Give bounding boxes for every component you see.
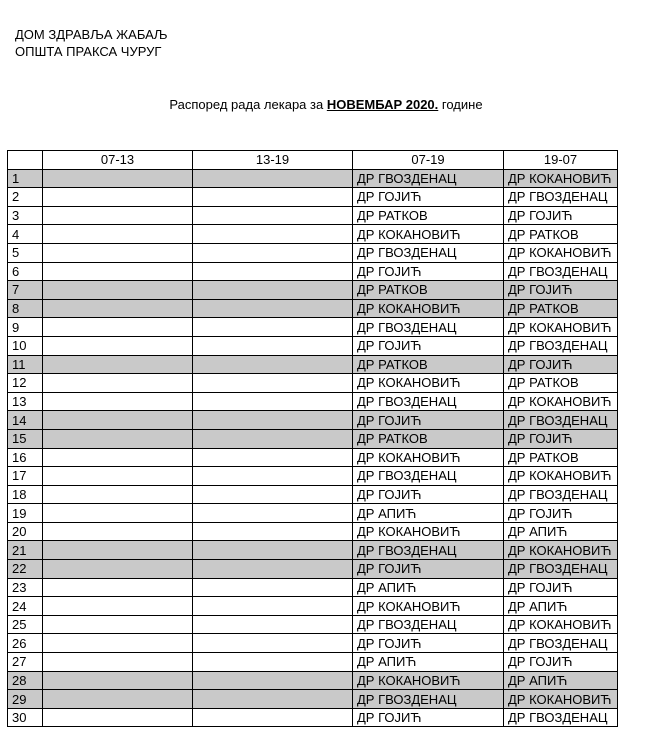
cell-07-19: ДР ГОЈИЋ	[353, 634, 504, 653]
cell-07-19: ДР ГВОЗДЕНАЦ	[353, 615, 504, 634]
table-row	[8, 225, 618, 244]
cell-07-13	[43, 225, 193, 244]
table-row	[8, 708, 618, 727]
cell-07-19: ДР КОКАНОВИЋ	[353, 597, 504, 616]
cell-13-19	[193, 392, 353, 411]
cell-19-07: ДР АПИЋ	[504, 522, 618, 541]
cell-07-13	[43, 634, 193, 653]
cell-07-13	[43, 262, 193, 281]
cell-07-13	[43, 355, 193, 374]
cell-19-07: ДР КОКАНОВИЋ	[504, 392, 618, 411]
schedule-table	[7, 150, 618, 727]
cell-07-19: ДР КОКАНОВИЋ	[353, 225, 504, 244]
cell-19-07: ДР КОКАНОВИЋ	[504, 541, 618, 560]
cell-19-07: ДР ГОЈИЋ	[504, 206, 618, 225]
cell-07-13	[43, 522, 193, 541]
table-row	[8, 541, 618, 560]
header-13-19: 13-19	[193, 151, 353, 170]
cell-13-19	[193, 411, 353, 430]
title-prefix: Распоред рада лекара за	[169, 97, 324, 112]
cell-19-07: ДР РАТКОВ	[504, 299, 618, 318]
cell-13-19	[193, 206, 353, 225]
title-month: НОВЕМБАР 2020.	[326, 97, 439, 112]
cell-07-13	[43, 653, 193, 672]
cell-19-07: ДР ГОЈИЋ	[504, 355, 618, 374]
day-cell: 27	[8, 653, 43, 672]
cell-07-13	[43, 429, 193, 448]
day-cell: 1	[8, 169, 43, 188]
day-cell: 19	[8, 504, 43, 523]
table-row	[8, 690, 618, 709]
cell-13-19	[193, 485, 353, 504]
cell-07-19: ДР АПИЋ	[353, 653, 504, 672]
cell-07-13	[43, 485, 193, 504]
cell-07-19: ДР ГВОЗДЕНАЦ	[353, 690, 504, 709]
cell-19-07: ДР ГВОЗДЕНАЦ	[504, 560, 618, 579]
table-row	[8, 560, 618, 579]
cell-19-07: ДР АПИЋ	[504, 597, 618, 616]
cell-13-19	[193, 336, 353, 355]
cell-07-13	[43, 411, 193, 430]
cell-07-13	[43, 336, 193, 355]
table-row	[8, 653, 618, 672]
cell-13-19	[193, 653, 353, 672]
table-row	[8, 262, 618, 281]
table-row	[8, 429, 618, 448]
cell-07-19: ДР ГОЈИЋ	[353, 411, 504, 430]
day-cell: 2	[8, 188, 43, 207]
cell-13-19	[193, 708, 353, 727]
table-row	[8, 671, 618, 690]
institution-header	[15, 26, 168, 60]
cell-07-19: ДР ГВОЗДЕНАЦ	[353, 318, 504, 337]
cell-19-07: ДР КОКАНОВИЋ	[504, 318, 618, 337]
day-cell: 18	[8, 485, 43, 504]
table-row	[8, 522, 618, 541]
cell-13-19	[193, 560, 353, 579]
department-name: ОПШТА ПРАКСА ЧУРУГ	[15, 44, 162, 59]
day-cell: 26	[8, 634, 43, 653]
cell-19-07: ДР ГОЈИЋ	[504, 281, 618, 300]
cell-13-19	[193, 188, 353, 207]
table-header-row	[8, 151, 618, 170]
cell-07-19: ДР ГОЈИЋ	[353, 262, 504, 281]
cell-07-19: ДР КОКАНОВИЋ	[353, 522, 504, 541]
table-row	[8, 467, 618, 486]
cell-13-19	[193, 634, 353, 653]
cell-07-13	[43, 560, 193, 579]
day-cell: 12	[8, 374, 43, 393]
cell-13-19	[193, 243, 353, 262]
cell-07-13	[43, 374, 193, 393]
day-cell: 13	[8, 392, 43, 411]
cell-19-07: ДР КОКАНОВИЋ	[504, 243, 618, 262]
cell-19-07: ДР КОКАНОВИЋ	[504, 467, 618, 486]
table-row	[8, 374, 618, 393]
cell-07-13	[43, 690, 193, 709]
cell-13-19	[193, 281, 353, 300]
cell-13-19	[193, 671, 353, 690]
cell-19-07: ДР ГОЈИЋ	[504, 578, 618, 597]
cell-07-19: ДР ГОЈИЋ	[353, 336, 504, 355]
cell-13-19	[193, 169, 353, 188]
table-row	[8, 169, 618, 188]
day-cell: 8	[8, 299, 43, 318]
cell-07-13	[43, 299, 193, 318]
day-cell: 15	[8, 429, 43, 448]
cell-13-19	[193, 374, 353, 393]
cell-07-19: ДР РАТКОВ	[353, 355, 504, 374]
cell-19-07: ДР ГОЈИЋ	[504, 653, 618, 672]
cell-19-07: ДР ГВОЗДЕНАЦ	[504, 411, 618, 430]
cell-07-19: ДР ГОЈИЋ	[353, 708, 504, 727]
day-cell: 28	[8, 671, 43, 690]
header-07-19: 07-19	[353, 151, 504, 170]
day-cell: 17	[8, 467, 43, 486]
cell-07-13	[43, 708, 193, 727]
table-row	[8, 336, 618, 355]
cell-07-13	[43, 578, 193, 597]
cell-19-07: ДР ГВОЗДЕНАЦ	[504, 262, 618, 281]
cell-07-19: ДР КОКАНОВИЋ	[353, 299, 504, 318]
table-row	[8, 355, 618, 374]
cell-13-19	[193, 615, 353, 634]
cell-07-13	[43, 671, 193, 690]
cell-19-07: ДР ГВОЗДЕНАЦ	[504, 634, 618, 653]
table-row	[8, 188, 618, 207]
title-suffix: годинe	[441, 97, 483, 112]
day-cell: 3	[8, 206, 43, 225]
cell-07-19: ДР АПИЋ	[353, 504, 504, 523]
cell-19-07: ДР КОКАНОВИЋ	[504, 690, 618, 709]
cell-07-19: ДР ГВОЗДЕНАЦ	[353, 541, 504, 560]
cell-19-07: ДР РАТКОВ	[504, 374, 618, 393]
cell-07-19: ДР РАТКОВ	[353, 281, 504, 300]
cell-07-13	[43, 504, 193, 523]
table-row	[8, 578, 618, 597]
cell-13-19	[193, 578, 353, 597]
table-row	[8, 299, 618, 318]
header-day	[8, 151, 43, 170]
table-row	[8, 448, 618, 467]
table-row	[8, 206, 618, 225]
day-cell: 22	[8, 560, 43, 579]
cell-07-19: ДР ГВОЗДЕНАЦ	[353, 467, 504, 486]
day-cell: 11	[8, 355, 43, 374]
day-cell: 29	[8, 690, 43, 709]
cell-13-19	[193, 318, 353, 337]
cell-07-19: ДР ГОЈИЋ	[353, 485, 504, 504]
cell-07-13	[43, 169, 193, 188]
cell-13-19	[193, 597, 353, 616]
header-07-13: 07-13	[43, 151, 193, 170]
cell-13-19	[193, 541, 353, 560]
cell-13-19	[193, 522, 353, 541]
cell-07-19: ДР ГОЈИЋ	[353, 560, 504, 579]
cell-13-19	[193, 504, 353, 523]
day-cell: 6	[8, 262, 43, 281]
cell-13-19	[193, 690, 353, 709]
cell-19-07: ДР ГОЈИЋ	[504, 429, 618, 448]
day-cell: 14	[8, 411, 43, 430]
cell-07-13	[43, 392, 193, 411]
day-cell: 25	[8, 615, 43, 634]
cell-07-19: ДР КОКАНОВИЋ	[353, 374, 504, 393]
day-cell: 9	[8, 318, 43, 337]
table-row	[8, 411, 618, 430]
cell-19-07: ДР ГВОЗДЕНАЦ	[504, 708, 618, 727]
cell-19-07: ДР РАТКОВ	[504, 448, 618, 467]
day-cell: 20	[8, 522, 43, 541]
cell-19-07: ДР ГВОЗДЕНАЦ	[504, 336, 618, 355]
day-cell: 10	[8, 336, 43, 355]
cell-07-13	[43, 188, 193, 207]
cell-07-13	[43, 206, 193, 225]
day-cell: 4	[8, 225, 43, 244]
cell-07-19: ДР ГОЈИЋ	[353, 188, 504, 207]
cell-07-19: ДР АПИЋ	[353, 578, 504, 597]
day-cell: 21	[8, 541, 43, 560]
cell-13-19	[193, 262, 353, 281]
table-row	[8, 597, 618, 616]
table-row	[8, 318, 618, 337]
day-cell: 7	[8, 281, 43, 300]
cell-19-07: ДР КОКАНОВИЋ	[504, 169, 618, 188]
cell-07-13	[43, 318, 193, 337]
day-cell: 23	[8, 578, 43, 597]
table-row	[8, 281, 618, 300]
table-row	[8, 615, 618, 634]
cell-07-19: ДР КОКАНОВИЋ	[353, 671, 504, 690]
cell-13-19	[193, 299, 353, 318]
cell-07-13	[43, 597, 193, 616]
cell-13-19	[193, 355, 353, 374]
page-title	[0, 97, 652, 112]
table-row	[8, 504, 618, 523]
table-row	[8, 392, 618, 411]
cell-13-19	[193, 467, 353, 486]
cell-13-19	[193, 429, 353, 448]
day-cell: 5	[8, 243, 43, 262]
table-row	[8, 634, 618, 653]
cell-07-19: ДР ГВОЗДЕНАЦ	[353, 169, 504, 188]
cell-07-13	[43, 467, 193, 486]
day-cell: 16	[8, 448, 43, 467]
cell-07-19: ДР КОКАНОВИЋ	[353, 448, 504, 467]
cell-19-07: ДР КОКАНОВИЋ	[504, 615, 618, 634]
table-row	[8, 485, 618, 504]
table-row	[8, 243, 618, 262]
day-cell: 24	[8, 597, 43, 616]
cell-07-19: ДР ГВОЗДЕНАЦ	[353, 392, 504, 411]
cell-19-07: ДР ГВОЗДЕНАЦ	[504, 485, 618, 504]
cell-13-19	[193, 448, 353, 467]
cell-07-13	[43, 541, 193, 560]
cell-07-13	[43, 243, 193, 262]
cell-07-13	[43, 615, 193, 634]
cell-19-07: ДР ГВОЗДЕНАЦ	[504, 188, 618, 207]
cell-07-19: ДР РАТКОВ	[353, 206, 504, 225]
cell-07-19: ДР РАТКОВ	[353, 429, 504, 448]
cell-07-13	[43, 448, 193, 467]
cell-07-19: ДР ГВОЗДЕНАЦ	[353, 243, 504, 262]
cell-07-13	[43, 281, 193, 300]
day-cell: 30	[8, 708, 43, 727]
institution-name: ДОМ ЗДРАВЉА ЖАБАЉ	[15, 27, 168, 42]
cell-19-07: ДР ГОЈИЋ	[504, 504, 618, 523]
cell-13-19	[193, 225, 353, 244]
cell-19-07: ДР АПИЋ	[504, 671, 618, 690]
header-19-07: 19-07	[504, 151, 618, 170]
cell-19-07: ДР РАТКОВ	[504, 225, 618, 244]
